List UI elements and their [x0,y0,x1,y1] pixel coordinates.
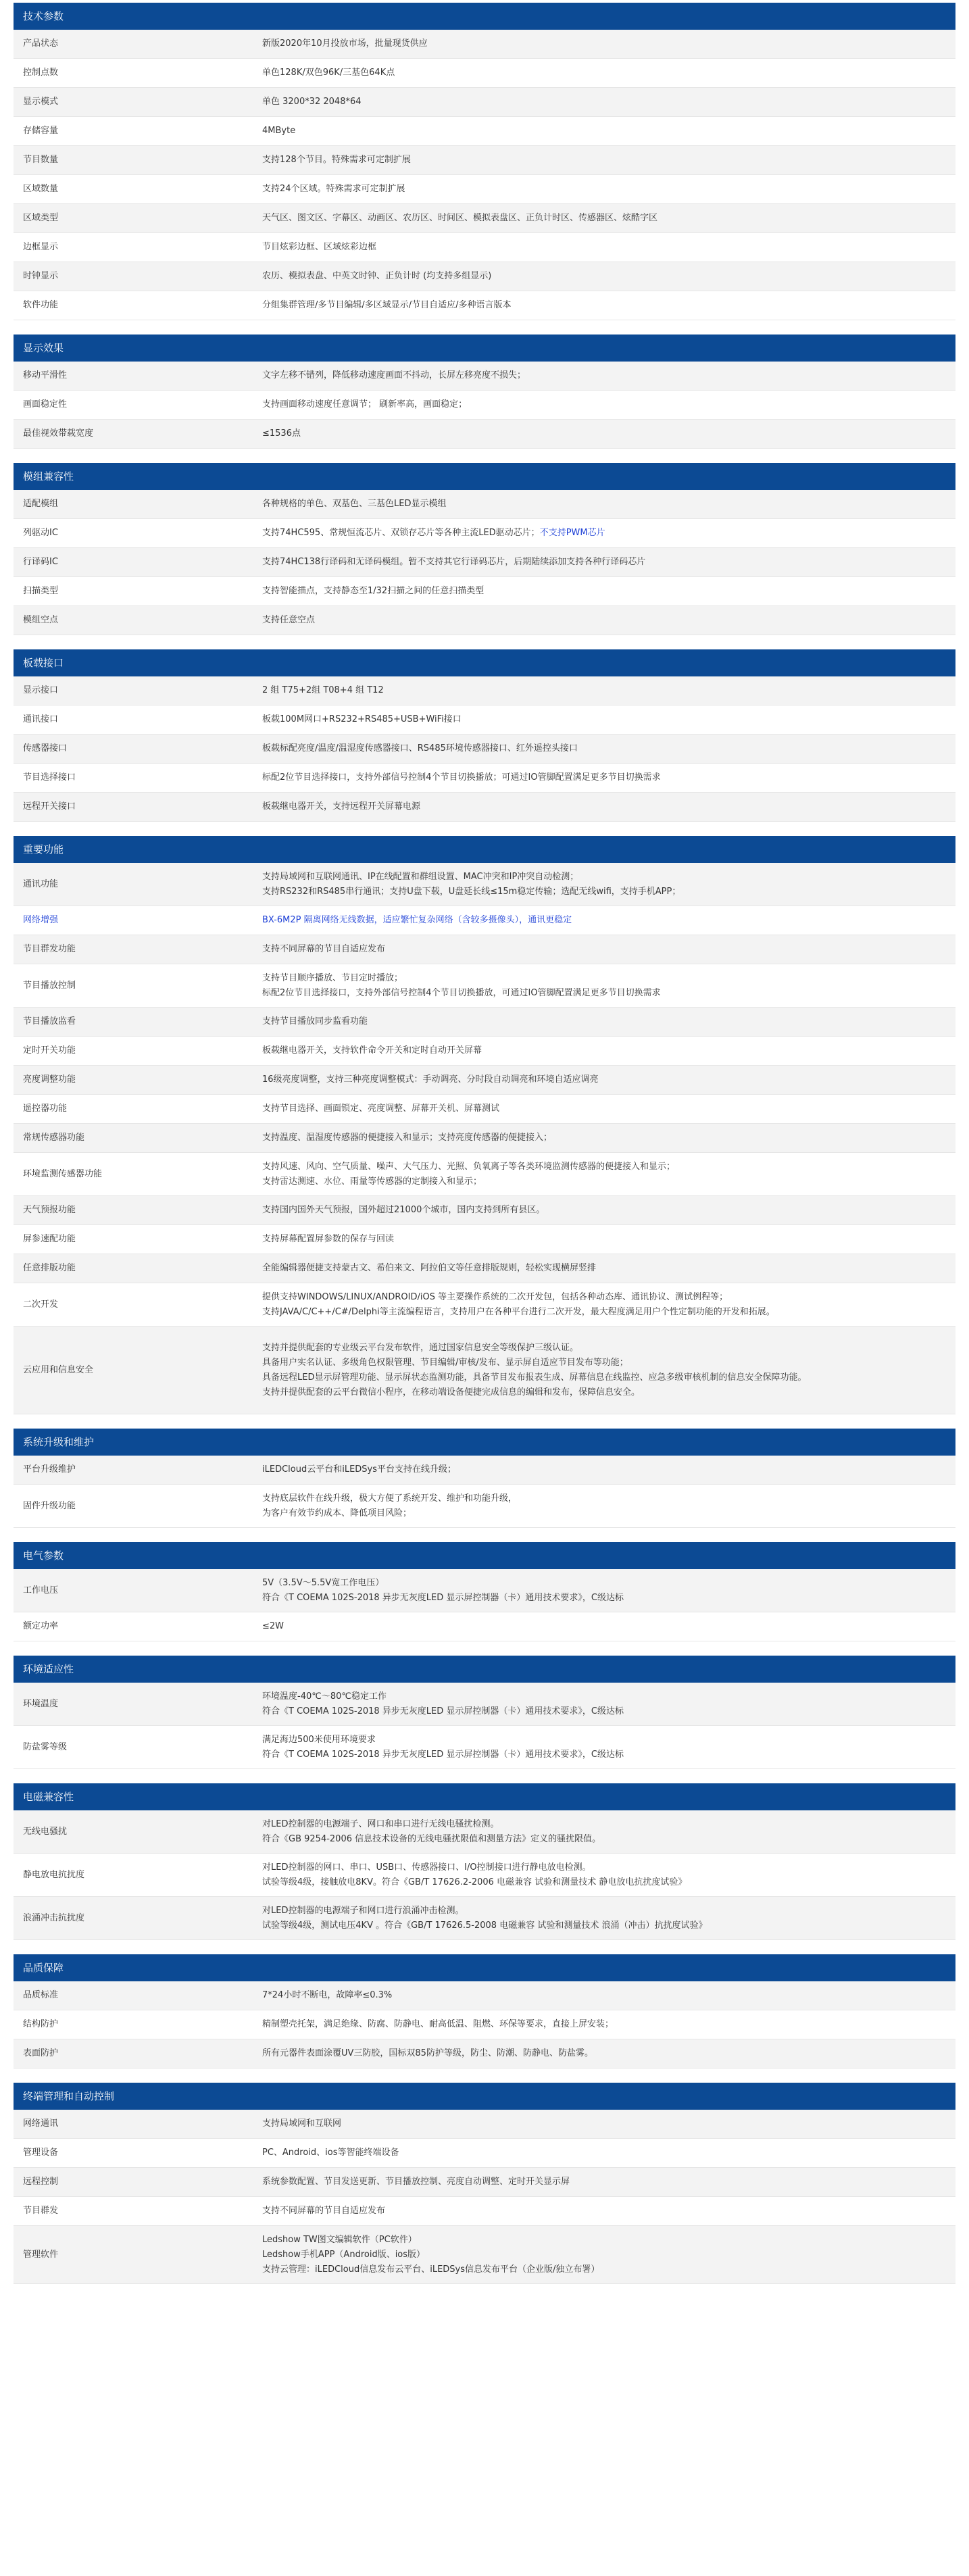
spec-label: 软件功能 [23,300,59,310]
spec-value [262,1456,955,1484]
spec-row [14,2197,955,2226]
spec-document [14,3,955,2284]
spec-value [262,1327,955,1414]
spec-section [14,1954,955,2069]
spec-label: 屏参速配功能 [23,1234,76,1244]
spec-row [14,1095,955,1124]
spec-row [14,391,955,420]
spec-value-line: 支持节目播放同步监看功能 [262,1016,368,1026]
spec-row [14,146,955,175]
spec-value-line: 标配2位节目选择接口，支持外部信号控制4个节目切换播放；可通过IO管脚配置满足更多节目切换需求 [262,772,661,783]
spec-value-line: 支持底层软件在线升级，极大方便了系统开发、维护和功能升级， [262,1493,518,1504]
spec-label: 列驱动IC [23,528,58,538]
spec-value [262,2197,955,2225]
spec-value-line: 4MByte [262,126,296,136]
spec-row [14,291,955,320]
spec-label: 固件升级功能 [23,1500,76,1511]
spec-value [262,1153,955,1195]
spec-value-line: ≤2W [262,1621,284,1631]
spec-row [14,735,955,764]
spec-value-segment: 不支持PWM芯片 [539,528,605,538]
spec-row [14,2039,955,2069]
section-title: 技术参数 [14,3,955,30]
spec-value [262,1569,955,1612]
spec-value [262,1485,955,1527]
spec-value [262,88,955,116]
spec-label: 传感器接口 [23,743,68,753]
spec-value-line: 支持国内国外天气预报，国外超过21000个城市，国内支持到所有县区。 [262,1205,545,1215]
spec-label: 环境温度 [23,1698,59,1709]
spec-value-line: 满足海边500米使用环境要求 [262,1734,376,1745]
spec-value-line: 试验等级4级，测试电压4KV 。符合《GB/T 17626.5-2008 电磁兼容 试验和测量技术 浪涌（冲击）抗扰度试验》 [262,1920,707,1931]
spec-value [262,906,955,935]
spec-value-line: 分组集群管理/多节目编辑/多区域显示/节目自适应/多种语言版本 [262,300,512,310]
spec-value-line: 7*24小时不断电，故障率≤0.3% [262,1990,393,2000]
spec-value [262,1095,955,1123]
spec-value-line: 具备用户实名认证、多级角色权限管理、节目编辑/审核/发布、显示屏自适应节目发布等功能； [262,1357,628,1368]
spec-row [14,2168,955,2197]
section-title: 板载接口 [14,649,955,676]
spec-row [14,1683,955,1726]
spec-value [262,1726,955,1768]
spec-value-line: 符合《GB 9254-2006 信息技术设备的无线电骚扰限值和测量方法》定义的骚扰限值。 [262,1833,601,1844]
spec-value-line: 具备远程LED显示屏管理功能、显示屏状态监测功能，具备节目发布报表生成、屏幕信息在线监控、应急多级审核机制的信息安全保障功能。 [262,1372,807,1383]
spec-label: 扫描类型 [23,586,59,596]
spec-section [14,3,955,320]
spec-value-line: 2 组 T75+2组 T08+4 组 T12 [262,685,384,695]
spec-label: 时钟显示 [23,271,59,281]
spec-label: 节目群发功能 [23,944,76,954]
spec-value [262,863,955,906]
spec-value-line: 5V（3.5V～5.5V宽工作电压） [262,1577,384,1588]
spec-row [14,490,955,519]
spec-label: 最佳视效带载宽度 [23,428,94,439]
spec-value-line: 环境温度-40℃～80℃稳定工作 [262,1691,387,1702]
spec-row [14,2226,955,2284]
spec-value-line: 所有元器件表面涂覆UV三防胶，国标双85防护等级，防尘、防潮、防静电、防盐雾。 [262,2048,593,2058]
spec-label: 定时开关功能 [23,1045,76,1056]
spec-value-line: 单色 3200*32 2048*64 [262,97,362,107]
spec-value-line: 符合《T COEMA 102S-2018 异步无灰度LED 显示屏控制器（卡）通用技术要求》，C级达标 [262,1749,624,1760]
spec-row [14,1981,955,2010]
section-title: 模组兼容性 [14,463,955,490]
spec-value [262,2139,955,2167]
section-title: 重要功能 [14,836,955,863]
spec-label: 区域类型 [23,213,59,223]
spec-label: 平台升级维护 [23,1464,76,1475]
spec-label: 静电放电抗扰度 [23,1869,85,1880]
spec-row [14,2110,955,2139]
spec-value-line: 各种规格的单色、双基色、三基色LED显示模组 [262,499,447,509]
spec-value [262,793,955,821]
spec-label: 亮度调整功能 [23,1074,76,1085]
spec-value [262,291,955,320]
spec-value-line: ≤1536点 [262,428,301,439]
spec-value [262,204,955,232]
spec-value-line: 符合《T COEMA 102S-2018 异步无灰度LED 显示屏控制器（卡）通用技术要求》，C级达标 [262,1592,624,1603]
spec-label: 边框显示 [23,242,59,252]
spec-label: 天气预报功能 [23,1205,76,1215]
spec-value-segment: 支持74HC595、常规恒流芯片、双锁存芯片等各种主流LED驱动芯片； [262,528,540,538]
spec-value [262,490,955,518]
spec-value-line: 板载标配亮度/温度/温湿度传感器接口、RS485环境传感器接口、红外遥控头接口 [262,743,578,753]
spec-row [14,676,955,705]
spec-label: 产品状态 [23,39,59,49]
spec-label: 显示模式 [23,97,59,107]
spec-row [14,117,955,146]
spec-value-line: 节目炫彩边框、区域炫彩边框 [262,242,377,252]
spec-value-line: 对LED控制器的电源端子、网口和串口进行无线电骚扰检测。 [262,1818,499,1829]
section-title: 电气参数 [14,1542,955,1569]
spec-row [14,606,955,635]
spec-value [262,1124,955,1152]
spec-value [262,548,955,576]
spec-value-line: 符合《T COEMA 102S-2018 异步无灰度LED 显示屏控制器（卡）通用技术要求》，C级达标 [262,1706,624,1716]
spec-row [14,1283,955,1327]
spec-value-line: 支持并提供配套的云平台微信小程序，在移动端设备便捷完成信息的编辑和发布，保障信息安全。 [262,1387,641,1397]
spec-section [14,463,955,635]
spec-row [14,1254,955,1283]
spec-value [262,606,955,635]
spec-row [14,233,955,262]
spec-value-line: 支持任意空点 [262,615,316,625]
spec-value-line: 支持128个节目。特殊需求可定制扩展 [262,155,411,165]
spec-label: 表面防护 [23,2048,59,2058]
spec-label: 无线电骚扰 [23,1826,68,1837]
spec-value-line: 对LED控制器的网口、串口、USB口、传感器接口、I/O控制接口进行静电放电检测。 [262,1862,591,1873]
spec-label: 网络增强 [23,915,59,925]
spec-label: 区域数量 [23,184,59,194]
spec-value [262,2039,955,2068]
spec-row [14,1225,955,1254]
spec-row [14,59,955,88]
spec-row [14,1897,955,1940]
spec-value-line: 板载继电器开关，支持远程开关屏幕电源 [262,801,421,812]
spec-value-line: 支持节目选择、画面锁定、亮度调整、屏幕开关机、屏幕测试 [262,1104,500,1114]
spec-section [14,2083,955,2284]
spec-section [14,1656,955,1769]
spec-value [262,935,955,964]
spec-value-line: 支持并提供配套的专业级云平台发布软件，通过国家信息安全等级保护三级认证。 [262,1342,579,1353]
section-title: 品质保障 [14,1954,955,1981]
section-title: 环境适应性 [14,1656,955,1683]
spec-label: 浪涌冲击抗扰度 [23,1912,85,1923]
spec-label: 工作电压 [23,1585,59,1595]
spec-label: 通讯功能 [23,878,59,889]
spec-label: 云应用和信息安全 [23,1364,94,1375]
spec-value-line: 支持节目顺序播放、节目定时播放； [262,972,403,983]
spec-label: 常规传感器功能 [23,1133,85,1143]
spec-label: 节目数量 [23,155,59,165]
spec-label: 节目播放监看 [23,1016,76,1026]
spec-value-line: 支持局域网和互联网通讯、IP在线配置和群组设置、MAC冲突和IP冲突自动检测； [262,871,579,882]
spec-row [14,964,955,1008]
spec-row [14,1037,955,1066]
spec-label: 通讯接口 [23,714,59,724]
spec-value [262,233,955,262]
spec-label: 遥控器功能 [23,1104,68,1114]
spec-label: 行译码IC [23,557,58,567]
spec-value-line: 支持风速、风向、空气质量、噪声、大气压力、光照、负氧离子等各类环境监测传感器的便捷接入和显示； [262,1161,676,1172]
spec-row [14,705,955,735]
spec-value-line: 支持画面移动速度任意调节； 刷新率高，画面稳定； [262,399,468,410]
spec-label: 管理软件 [23,2249,59,2260]
spec-row [14,1196,955,1225]
spec-value [262,362,955,390]
spec-value [262,1066,955,1094]
spec-value [262,735,955,763]
spec-label: 远程开关接口 [23,801,76,812]
spec-value-line: 支持雷达测速、水位、雨量等传感器的定制接入和显示； [262,1176,482,1187]
spec-row [14,1569,955,1612]
spec-value [262,1037,955,1065]
spec-row [14,577,955,606]
spec-value [262,676,955,705]
spec-value [262,2010,955,2039]
spec-row [14,362,955,391]
spec-label: 画面稳定性 [23,399,68,410]
spec-row [14,1066,955,1095]
spec-label: 网络通讯 [23,2119,59,2129]
spec-value [262,262,955,291]
spec-value-line: 试验等级4级，接触放电8KV。符合《GB/T 17626.2-2006 电磁兼容 试验和测量技术 静电放电抗扰度试验》 [262,1877,687,1887]
spec-row [14,1153,955,1196]
spec-value [262,175,955,203]
section-title: 显示效果 [14,335,955,362]
spec-value-line: 对LED控制器的电源端子和网口进行浪涌冲击检测。 [262,1905,464,1916]
spec-value-line: PC、Android、ios等智能终端设备 [262,2148,399,2158]
spec-row [14,2010,955,2039]
spec-row [14,1456,955,1485]
spec-value-line: 精制塑壳托架，满足绝缘、防腐、防静电、耐高低温、阻燃、环保等要求，直接上屏安装； [262,2019,614,2029]
spec-value-line: 支持不同屏幕的节目自适应发布 [262,2206,386,2216]
spec-row [14,1008,955,1037]
spec-row [14,1854,955,1897]
spec-label: 节目选择接口 [23,772,76,783]
spec-row [14,906,955,935]
spec-section [14,335,955,449]
spec-value [262,1897,955,1939]
spec-value [262,1283,955,1326]
spec-value [262,2168,955,2196]
spec-value-line: 支持智能描点，支持静态至1/32扫描之间的任意扫描类型 [262,586,484,596]
spec-label: 二次开发 [23,1299,59,1310]
spec-label: 管理设备 [23,2148,59,2158]
spec-row [14,1485,955,1528]
spec-label: 模组空点 [23,615,59,625]
spec-label: 环境监测传感器功能 [23,1168,103,1179]
spec-value [262,59,955,87]
spec-value [262,1683,955,1725]
spec-section [14,1542,955,1641]
spec-value-line: 标配2位节目选择接口，支持外部信号控制4个节目切换播放，可通过IO管脚配置满足更多节目切换需求 [262,987,661,998]
spec-value-line: 提供支持WINDOWS/LINUX/ANDROID/iOS 等主要操作系统的二次开发包，包括各种动态库、通讯协议、测试例程等； [262,1291,728,1302]
spec-value-line: 农历、模拟表盘、中英文时钟、正负计时 (均支持多组显示) [262,271,492,281]
spec-value-line: 板载100M网口+RS232+RS485+USB+WiFi接口 [262,714,462,724]
spec-label: 远程控制 [23,2177,59,2187]
spec-row [14,519,955,548]
spec-label: 存储容量 [23,126,59,136]
spec-row [14,1726,955,1769]
spec-label: 结构防护 [23,2019,59,2029]
spec-label: 移动平滑性 [23,370,68,380]
spec-label: 节目群发 [23,2206,59,2216]
spec-label: 品质标准 [23,1990,59,2000]
spec-value [262,1612,955,1641]
spec-value-line: 支持温度、温湿度传感器的便捷接入和显示；支持亮度传感器的便捷接入； [262,1133,553,1143]
spec-section [14,649,955,822]
spec-section [14,836,955,1414]
spec-value [262,2226,955,2283]
spec-value-line: 单色128K/双色96K/三基色64K点 [262,68,395,78]
spec-section [14,1429,955,1528]
spec-value [262,1008,955,1036]
spec-label: 任意排版功能 [23,1263,76,1273]
spec-value [262,420,955,448]
spec-value-line: 16级亮度调整，支持三种亮度调整模式：手动调亮、分时段自动调亮和环境自适应调亮 [262,1074,599,1085]
spec-value-line: 支持不同屏幕的节目自适应发布 [262,944,386,954]
spec-value-line: Ledshow TW图文编辑软件（PC软件） [262,2234,417,2245]
spec-value-line: 为客户有效节约成本、降低项目风险； [262,1508,412,1518]
spec-value-line: 文字左移不错列，降低移动速度画面不抖动，长屏左移亮度不损失； [262,370,526,380]
spec-row [14,1124,955,1153]
spec-value [262,1254,955,1283]
spec-row [14,204,955,233]
spec-row [14,764,955,793]
spec-value [262,1981,955,2010]
spec-value [262,1810,955,1853]
spec-value [262,705,955,734]
spec-value-line: 天气区、图文区、字幕区、动画区、农历区、时间区、模拟表盘区、正负计时区、传感器区、炫酷字区 [262,213,658,223]
spec-value-line: 新版2020年10月投放市场，批量现货供应 [262,39,428,49]
spec-value [262,1196,955,1224]
spec-row [14,1612,955,1641]
spec-value-line: 支持24个区域。特殊需求可定制扩展 [262,184,405,194]
spec-value-line: 板载继电器开关，支持软件命令开关和定时自动开关屏幕 [262,1045,482,1056]
spec-value [262,391,955,419]
spec-label: 显示接口 [23,685,59,695]
spec-label: 防盐雾等级 [23,1741,68,1752]
spec-value-line: 支持局域网和互联网 [262,2119,342,2129]
spec-label: 节目播放控制 [23,980,76,991]
section-title: 系统升级和维护 [14,1429,955,1456]
spec-value [262,2110,955,2138]
spec-value [262,1854,955,1896]
spec-row [14,30,955,59]
spec-value-line: 支持RS232和RS485串行通讯；支持U盘下载，U盘延长线≤15m稳定传输；选配无线wifi，支持手机APP； [262,886,681,897]
spec-value-line: 系统参数配置、节目发送更新、节目播放控制、亮度自动调整、定时开关显示屏 [262,2177,570,2187]
spec-value [262,577,955,605]
spec-value-line: 全能编辑器便捷支持蒙古文、希伯来文、阿拉伯文等任意排版规则，轻松实现横屏竖排 [262,1263,597,1273]
spec-value-line: Ledshow手机APP（Android版、ios版） [262,2249,426,2260]
spec-value-line: 支持74HC138行译码和无译码模组。暂不支持其它行译码芯片，后期陆续添加支持各种行译码芯片 [262,557,646,567]
spec-label: 控制点数 [23,68,59,78]
spec-row [14,88,955,117]
spec-value-line: 支持JAVA/C/C++/C#/Delphi等主流编程语言，支持用户在各种平台进行二次开发，最大程度满足用户个性定制功能的开发和拓展。 [262,1306,775,1317]
spec-value [262,519,955,547]
spec-value [262,764,955,792]
spec-label: 适配模组 [23,499,59,509]
spec-row [14,262,955,291]
spec-label: 额定功率 [23,1621,59,1631]
spec-row [14,2139,955,2168]
spec-value [262,117,955,145]
spec-row [14,175,955,204]
spec-value-line: 支持云管理：iLEDCloud信息发布云平台、iLEDSys信息发布平台（企业版/独立布署） [262,2264,600,2275]
spec-row [14,420,955,449]
spec-value [262,964,955,1007]
spec-row [14,1810,955,1854]
spec-row [14,935,955,964]
spec-value [262,30,955,58]
section-title: 终端管理和自动控制 [14,2083,955,2110]
spec-value [262,1225,955,1254]
spec-value-line: 支持屏幕配置屏参数的保存与回读 [262,1234,395,1244]
section-title: 电磁兼容性 [14,1783,955,1810]
spec-row [14,863,955,906]
spec-value-line: BX-6M2P 隔离网络无线数据，适应繁忙复杂网络（含较多摄像头），通讯更稳定 [262,915,572,925]
spec-value [262,146,955,174]
spec-row [14,1327,955,1414]
spec-row [14,548,955,577]
spec-row [14,793,955,822]
spec-section [14,1783,955,1940]
spec-value-line: iLEDCloud云平台和iLEDSys平台支持在线升级； [262,1464,457,1475]
